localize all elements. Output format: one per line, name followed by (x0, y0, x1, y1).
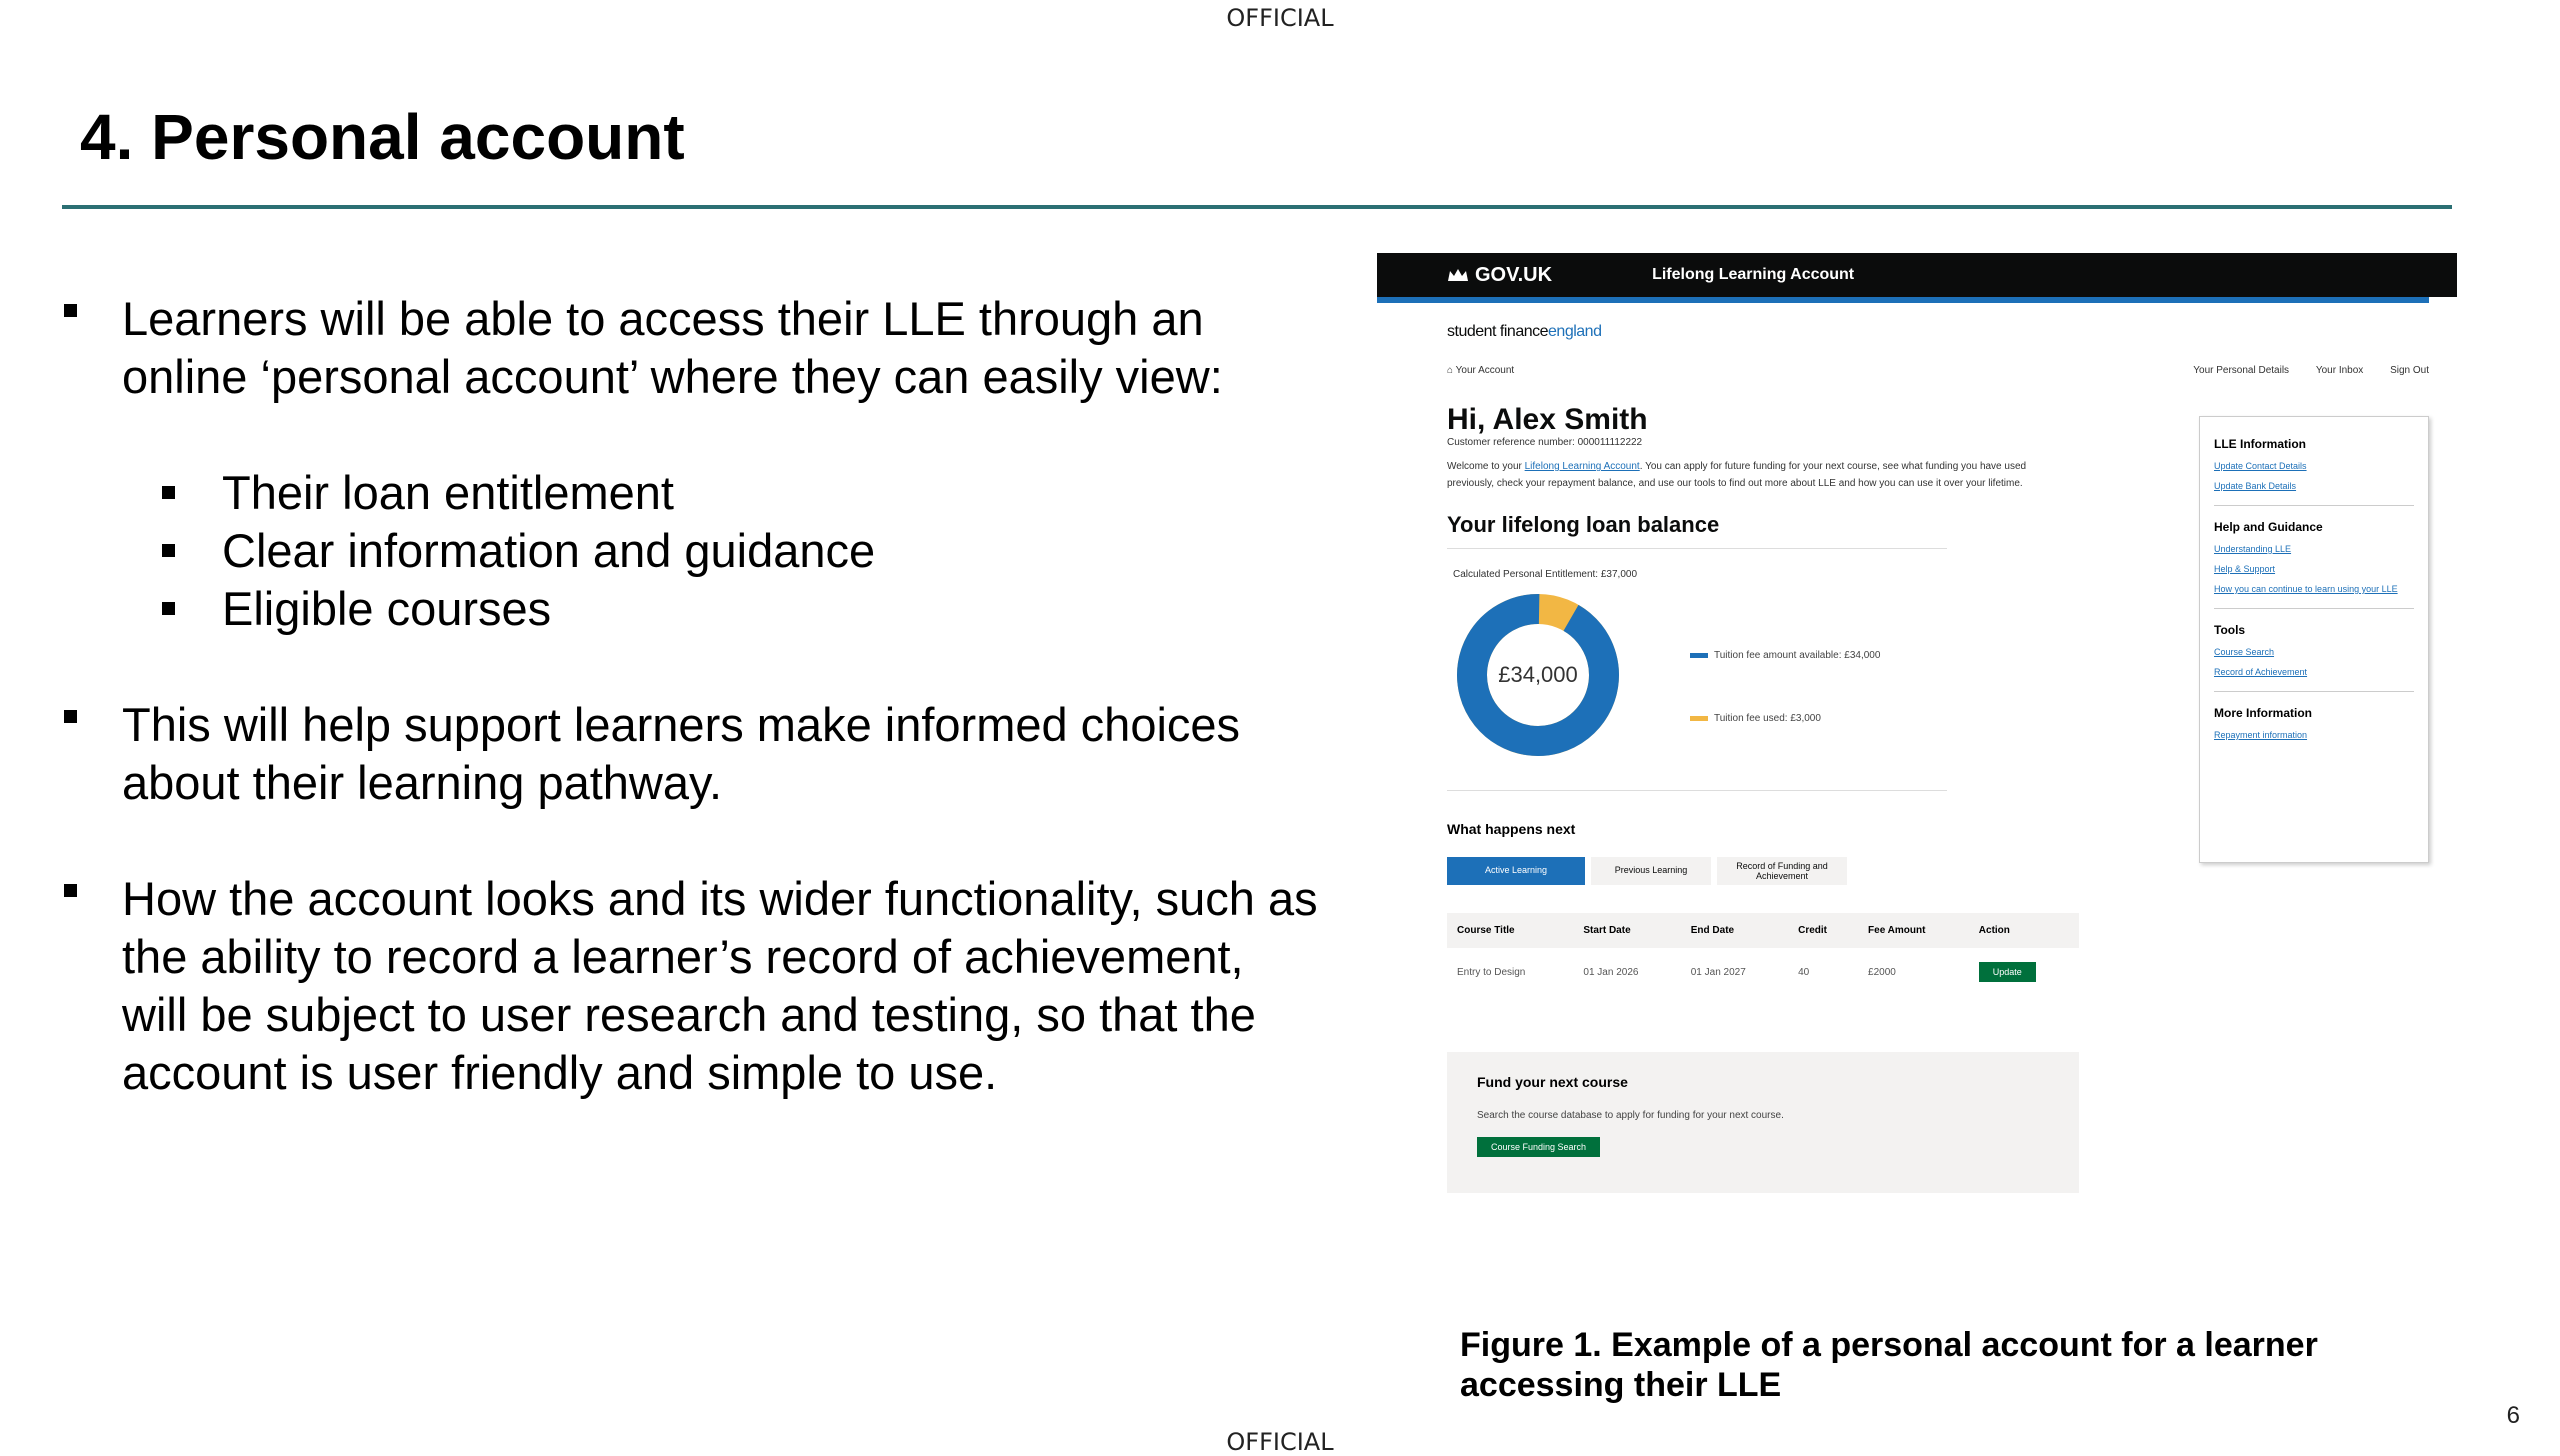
nav-sign-out[interactable]: Sign Out (2390, 365, 2429, 376)
balance-heading: Your lifelong loan balance (1447, 512, 1720, 537)
slide-title: 4. Personal account (80, 101, 685, 173)
bullet-text: This will help support learners make informed choices about their learning pathway. (122, 698, 1241, 809)
bullet-marker (162, 544, 175, 557)
bullet-marker (162, 602, 175, 615)
bullet-marker (64, 304, 77, 317)
sidebar-link[interactable]: Course Search (2214, 647, 2275, 657)
customer-reference: Customer reference number: 000011112222 (1447, 437, 1643, 448)
sidebar-link[interactable]: Update Contact Details (2214, 461, 2307, 471)
sub-bullet-item (160, 580, 1320, 638)
column-header: Credit (1788, 913, 1858, 948)
legend-swatch (1690, 653, 1708, 658)
tab-previous-learning[interactable]: Previous Learning (1591, 857, 1711, 885)
account-sidebar (2199, 416, 2429, 863)
table-header-row (1447, 913, 2079, 948)
bullet-text: Learners will be able to access their LLE through an online ‘personal account’ where they can easily view: (122, 292, 1223, 403)
sidebar-link[interactable]: How you can continue to learn using your LLE (2214, 584, 2398, 594)
sidebar-heading: Tools (2214, 623, 2246, 637)
column-header: Start Date (1573, 913, 1680, 948)
table-cell: 40 (1798, 966, 1810, 978)
nav-personal-details[interactable]: Your Personal Details (2193, 365, 2290, 376)
classification-top: OFFICIAL (1226, 4, 1334, 32)
nav-inbox[interactable]: Your Inbox (2315, 365, 2364, 376)
crown-icon (1447, 267, 1469, 283)
sub-bullet-text: Eligible courses (222, 582, 552, 635)
fund-description: Search the course database to apply for funding for your next course. (1477, 1110, 1784, 1121)
legend-available: Tuition fee amount available: £34,000 (1690, 650, 1880, 661)
tab-active-learning[interactable]: Active Learning (1447, 857, 1585, 885)
classification-bottom: OFFICIAL (1226, 1428, 1334, 1456)
govuk-header (1377, 253, 2457, 297)
sub-bullet-item (160, 522, 1320, 580)
learning-tabs (1447, 857, 2087, 885)
fund-next-course-panel (1447, 1052, 2079, 1193)
update-button[interactable]: Update (1979, 962, 2036, 982)
bullet-item (60, 290, 1320, 406)
account-main (1447, 403, 2087, 1193)
sidebar-heading: Help and Guidance (2214, 520, 2323, 534)
sidebar-link[interactable]: Update Bank Details (2214, 481, 2297, 491)
header-accent-line (1377, 297, 2429, 303)
table-cell: 01 Jan 2026 (1583, 966, 1639, 978)
column-header: Fee Amount (1858, 913, 1969, 948)
bullet-list (60, 290, 1320, 1102)
sub-bullet-item (160, 464, 1320, 522)
sub-bullet-list (160, 464, 1320, 638)
sidebar-link[interactable]: Understanding LLE (2214, 544, 2292, 554)
sidebar-link[interactable]: Record of Achievement (2214, 667, 2308, 677)
table-cell: 01 Jan 2027 (1690, 966, 1746, 978)
balance-chart (1447, 580, 2087, 790)
balance-donut (1453, 590, 1623, 760)
page-number: 6 (2506, 1402, 2520, 1429)
figure-caption: Figure 1. Example of a personal account for a learner accessing their LLE (1460, 1326, 2318, 1404)
legend-swatch (1690, 716, 1708, 721)
breadcrumb[interactable]: ⌂ Your Account (1447, 365, 1515, 376)
donut-label: £34,000 (1498, 662, 1578, 687)
sidebar-heading: More Information (2214, 706, 2312, 720)
column-header: Action (1969, 913, 2079, 948)
fund-title: Fund your next course (1477, 1074, 1628, 1090)
account-nav (1447, 365, 2429, 376)
column-header: Course Title (1447, 913, 1573, 948)
column-header: End Date (1681, 913, 1788, 948)
bullet-marker (64, 884, 77, 897)
welcome-text: Welcome to your Lifelong Learning Account. You can apply for future funding for your next course, see what funding you have used previously, check your repayment balance, and use our tools to find out more about LLE and how you can use it over your lifetime. (1447, 461, 2027, 489)
sub-bullet-text: Clear information and guidance (222, 524, 876, 577)
sfe-logo: student financeengland (1447, 323, 1602, 340)
table-row (1447, 948, 2079, 996)
title-divider (62, 205, 2452, 209)
course-funding-search-button[interactable]: Course Funding Search (1477, 1137, 1600, 1157)
sub-bullet-text: Their loan entitlement (222, 466, 674, 519)
bullet-marker (162, 486, 175, 499)
table-cell: £2000 (1868, 966, 1896, 978)
course-table (1447, 913, 2079, 996)
tab-record-of-funding[interactable]: Record of Funding and Achievement (1717, 857, 1847, 885)
next-heading: What happens next (1447, 821, 1576, 837)
bullet-item (60, 696, 1320, 812)
table-cell: Entry to Design (1457, 966, 1526, 978)
bullet-item (60, 870, 1320, 1102)
service-name[interactable]: Lifelong Learning Account (1652, 266, 1855, 283)
lla-link[interactable]: Lifelong Learning Account (1524, 461, 1640, 472)
bullet-text: How the account looks and its wider functionality, such as the ability to record a learner’s record of achievement, will be subject to user research and testing, so that the account is user friendly and simple to use. (122, 872, 1318, 1099)
sidebar-heading: LLE Information (2214, 437, 2306, 451)
account-screenshot (1377, 253, 2457, 1311)
entitlement-text: Calculated Personal Entitlement: £37,000 (1453, 569, 1638, 580)
legend-used: Tuition fee used: £3,000 (1690, 713, 1821, 724)
bullet-marker (64, 710, 77, 723)
greeting: Hi, Alex Smith (1447, 403, 1648, 436)
sidebar-link[interactable]: Repayment information (2214, 730, 2308, 740)
govuk-logo[interactable]: GOV.UK (1447, 264, 1552, 287)
sidebar-link[interactable]: Help & Support (2214, 564, 2276, 574)
